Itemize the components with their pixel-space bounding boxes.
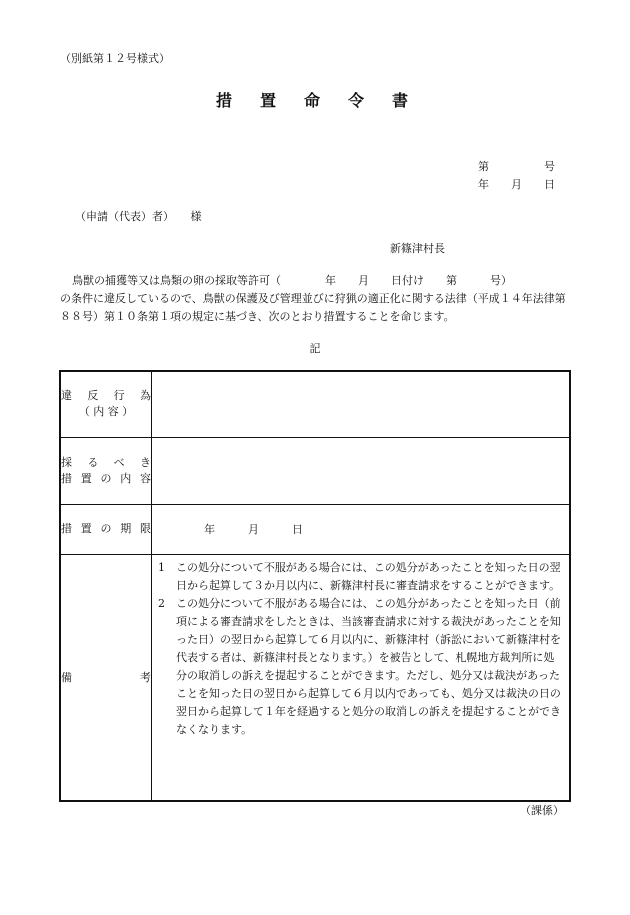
document-title: 措 置 命 令 書	[215, 91, 414, 110]
issuer: 新篠津村長	[390, 242, 445, 255]
ki-marker: 記	[309, 342, 321, 355]
violation-row	[60, 371, 570, 437]
issue-number: 第 号	[478, 160, 555, 173]
measure-label-line-1: 採 る べ き	[61, 455, 151, 469]
department-label: （課係）	[520, 804, 564, 817]
violation-label	[60, 371, 152, 437]
remarks-note-1-text: この処分について不服がある場合には、この処分があったことを知った日の翌日から起算して３か月以内に、新篠津村長に審査請求をすることができます。	[176, 560, 561, 592]
remarks-note-1-number: 1	[158, 560, 165, 574]
deadline-label	[60, 504, 152, 554]
deadline-row	[60, 504, 570, 554]
remarks-label	[60, 554, 152, 801]
remarks-note-2-number: 2	[158, 596, 165, 610]
remarks-row	[60, 554, 570, 801]
measure-row	[60, 437, 570, 504]
measure-label-line-2: 措置の内容	[61, 471, 151, 485]
deadline-value: 年 月 日	[204, 523, 303, 536]
measure-content-cell[interactable]	[152, 437, 571, 504]
order-body-line-2: の条件に違反しているので、鳥獣の保護及び管理並びに狩猟の適正化に関する法律（平成１４年法律第８８号）第１０条第１項の規定に基づき、次のとおり措置することを命じます。	[60, 292, 566, 323]
remarks-note-2	[158, 595, 561, 739]
deadline-label-text: 措置の期限	[61, 522, 151, 535]
order-body-text	[60, 272, 570, 326]
remarks-content-cell	[152, 554, 571, 801]
issue-date: 年 月 日	[478, 178, 555, 191]
remarks-notes	[152, 555, 569, 743]
violation-label-line-1: 違 反 行 為	[61, 389, 151, 403]
order-body-line-1: 鳥獣の捕獲等又は鳥類の卵の採取等許可（ 年 月 日付け 第 号）	[72, 274, 512, 287]
remarks-note-2-text: この処分について不服がある場合には、この処分があったことを知った日（前項による審査請求をしたときは、当該審査請求に対する裁決があったことを知った日）の翌日から起算して６月以内に、新篠津村（訴訟において新篠津村を代表する者は、新篠津村長となります。）を被告として、札幌地方裁判所に処分の取消しの訴えを提起することができます。ただし、処分又は裁決があったことを知った日の翌日から起算して６月以内であっても、処分又は裁決の日の翌日から起算して１年を経過すると処分の取消しの訴えを提起することができなくなります。	[176, 596, 561, 736]
form-identifier: （別紙第１２号様式）	[60, 52, 170, 65]
measure-label	[60, 437, 152, 504]
remarks-label-text: 備 考	[61, 671, 151, 685]
violation-label-line-2: （ 内 容 ）	[78, 405, 134, 419]
measures-table	[59, 370, 571, 802]
addressee: （申請（代表）者） 様	[75, 210, 202, 223]
deadline-value-cell[interactable]	[152, 504, 571, 554]
violation-content-cell[interactable]	[152, 371, 571, 437]
remarks-note-1	[158, 559, 561, 595]
